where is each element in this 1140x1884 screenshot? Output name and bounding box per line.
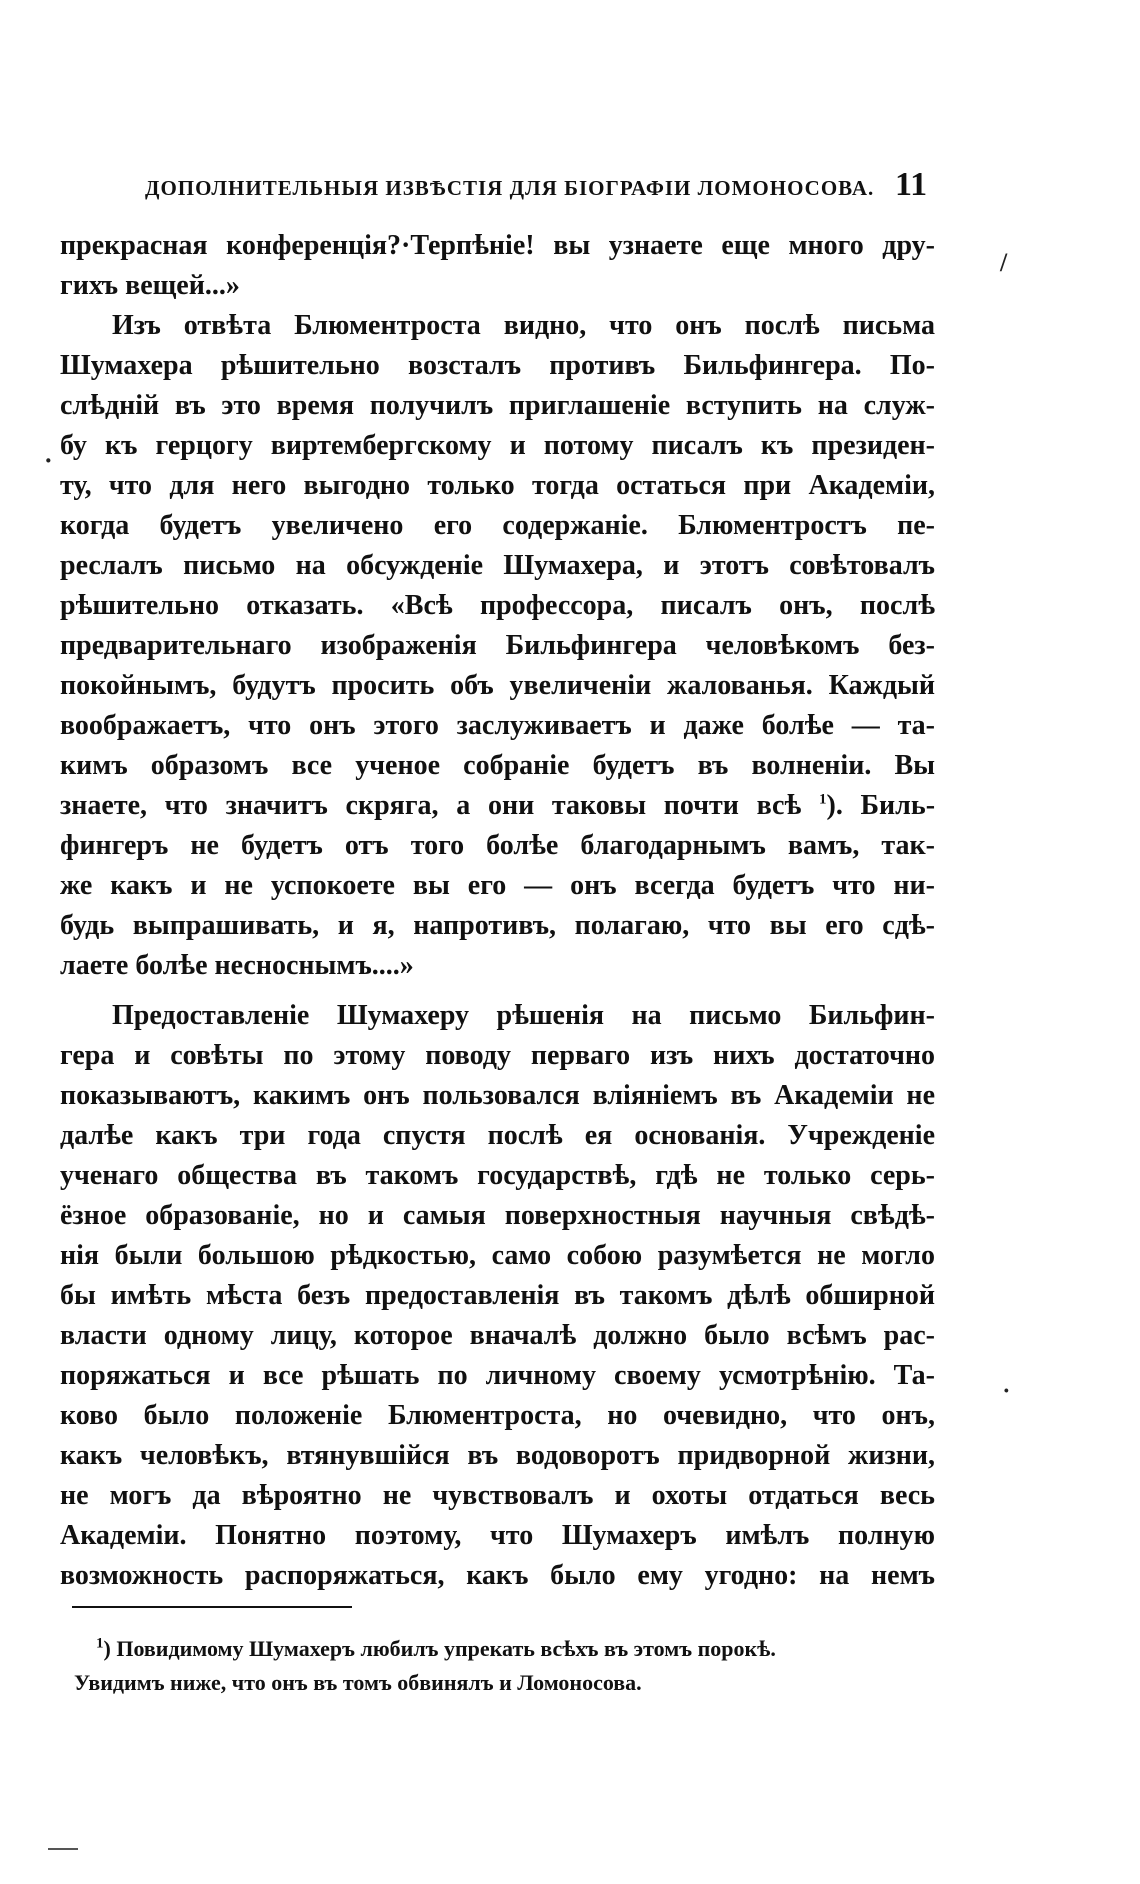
page-number: 11 bbox=[895, 166, 928, 203]
footnote-divider bbox=[72, 1606, 352, 1608]
text-line: воображаетъ, что онъ этого заслуживаетъ и даже болѣе — та- bbox=[60, 710, 935, 741]
text-line: гихъ вещей...» bbox=[60, 270, 240, 301]
text-line: фингеръ не будетъ отъ того болѣе благодарнымъ вамъ, так- bbox=[60, 830, 935, 861]
text-line: возможность распоряжаться, какъ было ему угодно: на немъ bbox=[60, 1560, 935, 1591]
text-line: покойнымъ, будутъ просить объ увеличеніи жалованья. Каждый bbox=[60, 670, 935, 701]
text-line: какъ человѣкъ, втянувшійся въ водоворотъ придворной жизни, bbox=[60, 1440, 935, 1471]
footnote-marker: 1 bbox=[96, 1635, 104, 1652]
margin-mark-dot: ˙ bbox=[1002, 1384, 1011, 1413]
text-line: слѣдній въ это время получилъ приглашеніе вступить на служ- bbox=[60, 390, 935, 421]
text-line: Предоставленіе Шумахеру рѣшенія на письмо Бильфин- bbox=[112, 1000, 935, 1031]
text-line: ково было положеніе Блюментроста, но очевидно, что онъ, bbox=[60, 1400, 935, 1431]
footnote-text: ) Повидимому Шумахеръ любилъ упрекать всѣхъ въ этомъ порокѣ. bbox=[103, 1636, 776, 1661]
text-line: бы имѣть мѣста безъ предоставленія въ такомъ дѣлѣ обширной bbox=[60, 1280, 935, 1311]
running-title: ДОПОЛНИТЕЛЬНЫЯ ИЗВѢСТІЯ ДЛЯ БІОГРАФІИ ЛОМОНОСОВА. bbox=[145, 176, 875, 200]
margin-mark-stroke: / bbox=[1000, 248, 1008, 277]
text-segment: ). Биль- bbox=[826, 790, 935, 821]
text-line: Шумахера рѣшительно возсталъ противъ Бильфингера. По- bbox=[60, 350, 935, 381]
text-line: бу къ герцогу виртембергскому и потому писалъ къ президен- bbox=[60, 430, 935, 461]
text-line: гера и совѣты по этому поводу перваго изъ нихъ достаточно bbox=[60, 1040, 935, 1071]
text-segment: знаете, что значитъ скряга, а они таковы почти всѣ bbox=[60, 790, 802, 821]
text-line: Изъ отвѣта Блюментроста видно, что онъ послѣ письма bbox=[112, 310, 935, 341]
text-line: показываютъ, какимъ онъ пользовался вліяніемъ въ Академіи не bbox=[60, 1080, 935, 1111]
text-line: далѣе какъ три года спустя послѣ ея основанія. Учрежденіе bbox=[60, 1120, 935, 1151]
text-line: же какъ и не успокоете вы его — онъ всегда будетъ что ни- bbox=[60, 870, 935, 901]
text-line: реслалъ письмо на обсужденіе Шумахера, и этотъ совѣтовалъ bbox=[60, 550, 935, 581]
text-line: ученаго общества въ такомъ государствѣ, гдѣ не только серь- bbox=[60, 1160, 935, 1191]
text-line: кимъ образомъ все ученое собраніе будетъ въ волненіи. Вы bbox=[60, 750, 935, 781]
text-line: рѣшительно отказать. «Всѣ профессора, писалъ онъ, послѣ bbox=[60, 590, 935, 621]
text-line: ту, что для него выгодно только тогда остаться при Академіи, bbox=[60, 470, 935, 501]
text-line: будь выпрашивать, и я, напротивъ, полагаю, что вы его сдѣ- bbox=[60, 910, 935, 941]
footnote-reference: 1 bbox=[819, 791, 827, 808]
text-line: нія были большою рѣдкостью, само собою разумѣется не могло bbox=[60, 1240, 935, 1271]
page-edge-mark bbox=[48, 1848, 78, 1850]
text-line: ёзное образованіе, но и самыя поверхностныя научныя свѣдѣ- bbox=[60, 1200, 935, 1231]
text-line: когда будетъ увеличено его содержаніе. Блюментростъ пе- bbox=[60, 510, 935, 541]
text-line-with-footnote bbox=[60, 786, 935, 826]
text-line: не могъ да вѣроятно не чувствовалъ и охоты отдаться весь bbox=[60, 1480, 935, 1511]
text-line: поряжаться и все рѣшать по личному своему усмотрѣнію. Та- bbox=[60, 1360, 935, 1391]
text-line: предварительнаго изображенія Бильфингера человѣкомъ без- bbox=[60, 630, 935, 661]
text-line: лаете болѣе несноснымъ....» bbox=[60, 950, 414, 981]
text-line: власти одному лицу, которое вначалѣ должно было всѣмъ рас- bbox=[60, 1320, 935, 1351]
footnote-line bbox=[96, 1632, 934, 1666]
text-line: прекрасная конференція?·Терпѣніе! вы узнаете еще много дру- bbox=[60, 230, 935, 261]
text-line: Академіи. Понятно поэтому, что Шумахеръ имѣлъ полную bbox=[60, 1520, 935, 1551]
footnote-line: Увидимъ ниже, что онъ въ томъ обвинялъ и Ломоносова. bbox=[74, 1670, 642, 1695]
margin-mark-dot: · bbox=[44, 446, 53, 475]
